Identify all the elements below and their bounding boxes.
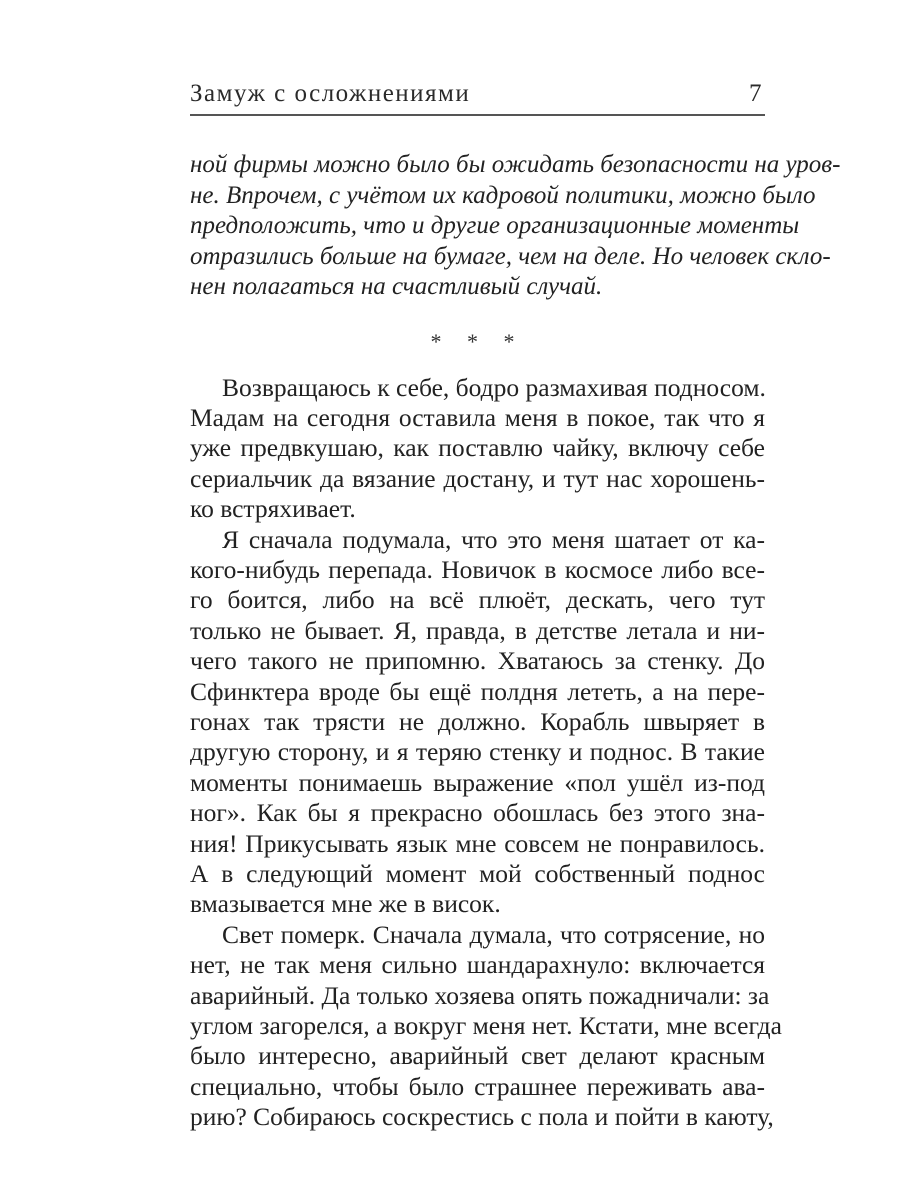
section-separator: * * *: [430, 328, 525, 354]
text-line: уже предвкушаю, как поставлю чайку, включу себе: [190, 433, 765, 463]
paragraph: [190, 525, 765, 920]
text-line: не. Впрочем, с учётом их кадровой политики, можно было: [190, 181, 816, 209]
text-line: ной фирмы можно было бы ожидать безопасности на уров-: [190, 151, 841, 178]
text-line: Свет померк. Сначала думала, что сотрясение, но: [222, 919, 765, 949]
text-line: углом загорелся, а вокруг меня нет. Кстати, мне всегда: [190, 1011, 782, 1041]
header-rule: [190, 114, 765, 116]
text-line: рию? Собираюсь соскрестись с пола и пойти в каюту,: [190, 1102, 774, 1132]
text-line: Я сначала подумала, что это меня шатает от ка-: [222, 524, 765, 554]
text-line: чего такого не припомню. Хватаюсь за стенку. До: [190, 646, 765, 676]
book-title: Замуж с осложнениями: [190, 80, 471, 107]
book-page: [190, 70, 841, 1133]
text-line: гонах так трясти не должно. Корабль швыряет в: [190, 706, 765, 736]
text-line: предположить, что и другие организационные моменты: [190, 212, 800, 239]
text-line: отразились больше на бумаге, чем на деле. Но человек скло-: [190, 242, 831, 270]
text-line: нен полагаться на счастливый случай.: [190, 273, 603, 300]
text-line: ко встряхивает.: [190, 494, 356, 524]
text-line: кого-нибудь перепада. Новичок в космосе либо все-: [190, 554, 765, 584]
running-head: [190, 70, 765, 112]
text-line: А в следующий момент мой собственный поднос: [190, 859, 765, 888]
text-line: ног». Как бы я прекрасно обошлась без этого зна-: [190, 798, 765, 828]
text-line: аварийный. Да только хозяева опять пожадничали: за: [190, 980, 770, 1010]
text-line: моменты понимаешь выражение «пол ушёл из-под: [190, 767, 765, 797]
text-line: только не бывает. Я, правда, в детстве летала и ни-: [190, 615, 765, 645]
text-line: Возвращаюсь к себе, бодро размахивая подносом.: [222, 372, 766, 402]
text-line: другую сторону, и я теряю стенку и поднос. В такие: [190, 737, 765, 767]
body-text: [190, 372, 782, 1133]
text-line: Мадам на сегодня оставила меня в покое, так что я: [190, 402, 765, 432]
text-line: Сфинктера вроде бы ещё полдня лететь, а на пере-: [190, 676, 765, 706]
page-number: 7: [749, 80, 763, 107]
text-line: вмазывается мне же в висок.: [190, 889, 501, 919]
paragraph: [190, 919, 782, 1133]
text-line: специально, чтобы было страшнее переживать ава-: [190, 1071, 765, 1101]
text-line: ния! Прикусывать язык мне совсем не понравилось.: [190, 828, 765, 858]
text-line: было интересно, аварийный свет делают красным: [190, 1041, 765, 1071]
paragraph: [190, 373, 765, 525]
text-line: сериальчик да вязание достану, и тут нас хорошень-: [190, 463, 765, 493]
text-line: нет, не так меня сильно шандарахнуло: включается: [190, 950, 765, 980]
italic-paragraph: [190, 150, 841, 303]
text-line: го боится, либо на всё плюёт, дескать, чего тут: [190, 585, 765, 615]
